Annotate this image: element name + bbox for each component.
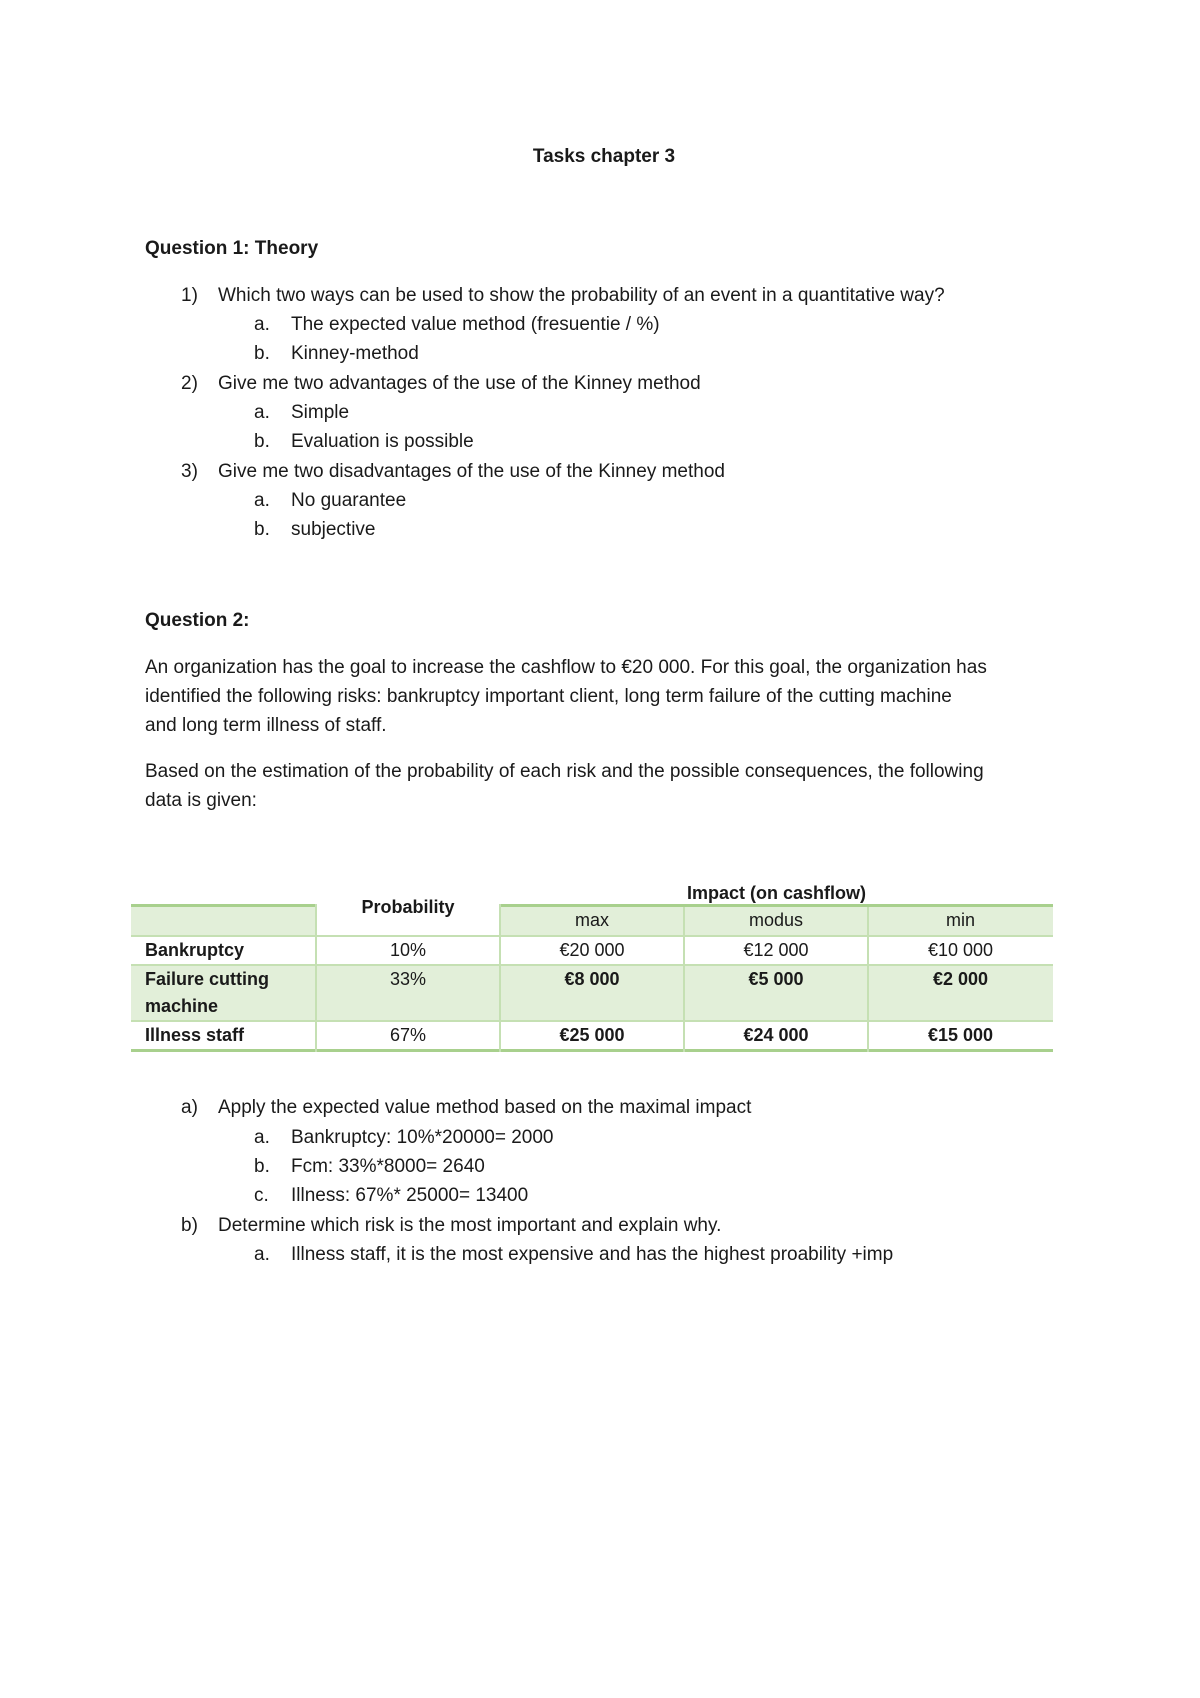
list-marker: 3) (181, 461, 198, 482)
sub-list-marker: a. (254, 490, 270, 511)
row-label-bankruptcy: Bankruptcy (145, 940, 245, 960)
sub-list-text: Evaluation is possible (291, 431, 474, 452)
table-cell: €8 000 (500, 966, 684, 1020)
sub-list-marker: a. (254, 314, 270, 335)
sub-list-marker: b. (254, 1156, 270, 1177)
sub-list-text: Bankruptcy: 10%*20000= 2000 (291, 1127, 554, 1148)
header-probability: Probability (361, 897, 455, 917)
table-rule (683, 907, 685, 1052)
sub-list-marker: a. (254, 402, 270, 423)
sub-list-text: Kinney-method (291, 343, 419, 364)
table-cell: 10% (389, 940, 427, 960)
sub-list-text: Illness: 67%* 25000= 13400 (291, 1185, 529, 1206)
row-label-illness-staff: Illness staff (145, 1025, 245, 1045)
table-cell: €20 000 (559, 940, 625, 960)
table-rule (867, 907, 869, 1052)
list-item-text: Determine which risk is the most important and explain why. (218, 1215, 722, 1236)
paragraph-line: and long term illness of staff. (145, 715, 387, 736)
question-2-heading: Question 2: (145, 610, 250, 631)
sub-list-text: Simple (291, 402, 350, 423)
list-item-text: Give me two advantages of the use of the Kinney method (218, 373, 701, 394)
sub-list-marker: a. (254, 1244, 270, 1265)
row-label-line: Failure cutting (145, 969, 270, 989)
sub-list-marker: b. (254, 343, 270, 364)
list-marker: 1) (181, 285, 198, 306)
table-cell: 33% (316, 966, 500, 1020)
list-item-text: Which two ways can be used to show the probability of an event in a quantitative way? (218, 285, 945, 306)
header-impact: Impact (on cashflow) (686, 883, 866, 903)
sub-list-marker: b. (254, 431, 270, 452)
sub-list-text: Illness staff, it is the most expensive and has the highest proability +imp (291, 1244, 894, 1265)
table-cell: €10 000 (927, 940, 994, 960)
paragraph-line: identified the following risks: bankruptcy important client, long term failure of the cutting machine (145, 686, 952, 707)
paragraph-line: An organization has the goal to increase the cashflow to €20 000. For this goal, the organization has (145, 657, 987, 678)
sub-list-text: Fcm: 33%*8000= 2640 (291, 1156, 485, 1177)
list-marker: b) (181, 1215, 198, 1236)
table-cell: €25 000 (559, 1025, 625, 1045)
table-cell: 67% (389, 1025, 427, 1045)
list-item-text: Give me two disadvantages of the use of the Kinney method (218, 461, 725, 482)
table-rule (131, 1049, 1053, 1052)
subheader-modus: modus (684, 907, 868, 935)
sub-list-text: The expected value method (fresuentie / %) (291, 314, 660, 335)
sub-list-text: subjective (291, 519, 376, 540)
sub-list-marker: c. (254, 1185, 269, 1206)
question-1-heading: Question 1: Theory (145, 238, 319, 259)
subheader-max: max (500, 907, 684, 935)
subheader-min: min (868, 907, 1053, 935)
table-cell: €2 000 (868, 966, 1053, 1020)
list-marker: 2) (181, 373, 198, 394)
paragraph-line: Based on the estimation of the probability of each risk and the possible consequences, the following (145, 761, 984, 782)
list-marker: a) (181, 1097, 198, 1118)
sub-list-marker: a. (254, 1127, 270, 1148)
table-cell (131, 907, 316, 935)
table-cell: €12 000 (743, 940, 809, 960)
table-cell: €24 000 (743, 1025, 809, 1045)
table-cell: €15 000 (927, 1025, 994, 1045)
table-cell: €5 000 (684, 966, 868, 1020)
table-rule (315, 904, 317, 1052)
row-label-line: machine (145, 996, 219, 1016)
list-item-text: Apply the expected value method based on the maximal impact (218, 1097, 752, 1118)
page-title: Tasks chapter 3 (532, 146, 676, 167)
paragraph-line: data is given: (145, 790, 257, 811)
sub-list-text: No guarantee (291, 490, 407, 511)
table-rule (499, 904, 501, 1052)
row-label-failure-cutting-machine (131, 966, 316, 1020)
sub-list-marker: b. (254, 519, 270, 540)
